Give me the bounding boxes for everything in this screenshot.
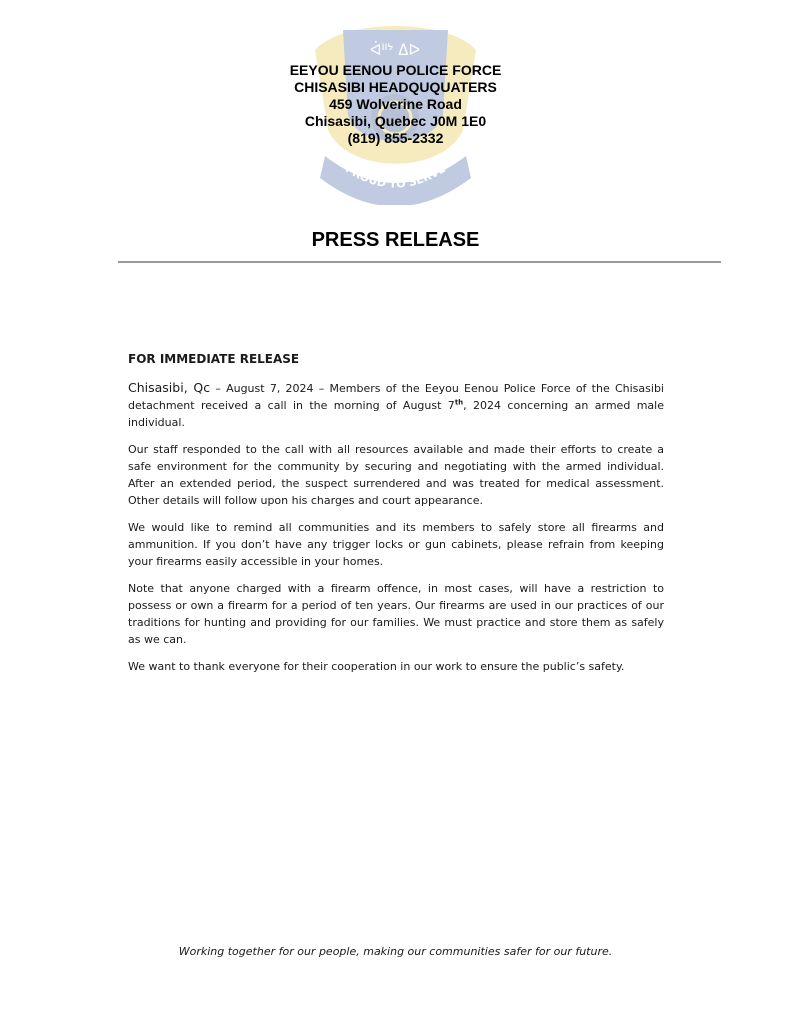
footer-slogan: Working together for our people, making our communities safer for our future. (178, 945, 613, 958)
letterhead-street: 459 Wolverine Road (329, 96, 462, 112)
dateline: Chisasibi, Qc (128, 380, 211, 395)
paragraph-3: We would like to remind all communities and its members to safely store all firearms and ammunition. If you don’t have any trigger locks or gun cabinets, please refrain from keeping your firearms easily accessible in your homes. (128, 521, 664, 568)
paragraph-4: Note that anyone charged with a firearm offence, in most cases, will have a restriction to possess or own a firearm for a period of ten years. Our firearms are used in our practices of our traditions for hunting and providing for our families. We must practice and store them as safely as we can. (128, 582, 664, 646)
paragraph-1-text-b: , 2024 concerning an armed male individual. (128, 399, 664, 429)
paragraph-5: We want to thank everyone for their cooperation in our work to ensure the public’s safety. (128, 660, 625, 673)
paragraph-2: Our staff responded to the call with all resources available and made their efforts to create a safe environment for the community by securing and negotiating with the armed individual. After an extended period, the suspect surrendered and was treated for medical assessment. Other details will follow upon his charges and court appearance. (128, 443, 664, 507)
press-release-body (128, 351, 664, 685)
ordinal-suffix: th (454, 398, 464, 407)
crest-syllabics: ᐋᐦᔾ ᐃᐅ (369, 41, 421, 59)
crest-motto: PROUD TO SERVE (343, 162, 448, 191)
document-title: PRESS RELEASE (311, 229, 480, 251)
letterhead (0, 62, 791, 147)
letterhead-office: CHISASIBI HEADQUQUATERS (294, 79, 497, 95)
paragraph-1-text-a: – August 7, 2024 – Members of the Eeyou Eenou Police Force of the Chisasibi detachment received a call in the morning of August 7 (128, 382, 664, 412)
letterhead-org-name: EEYOU EENOU POLICE FORCE (289, 62, 502, 78)
letterhead-city: Chisasibi, Quebec J0M 1E0 (304, 113, 487, 129)
title-divider (118, 261, 721, 263)
letterhead-phone: (819) 855-2332 (347, 130, 444, 146)
release-label: FOR IMMEDIATE RELEASE (128, 352, 300, 366)
paragraph-1 (128, 379, 664, 431)
